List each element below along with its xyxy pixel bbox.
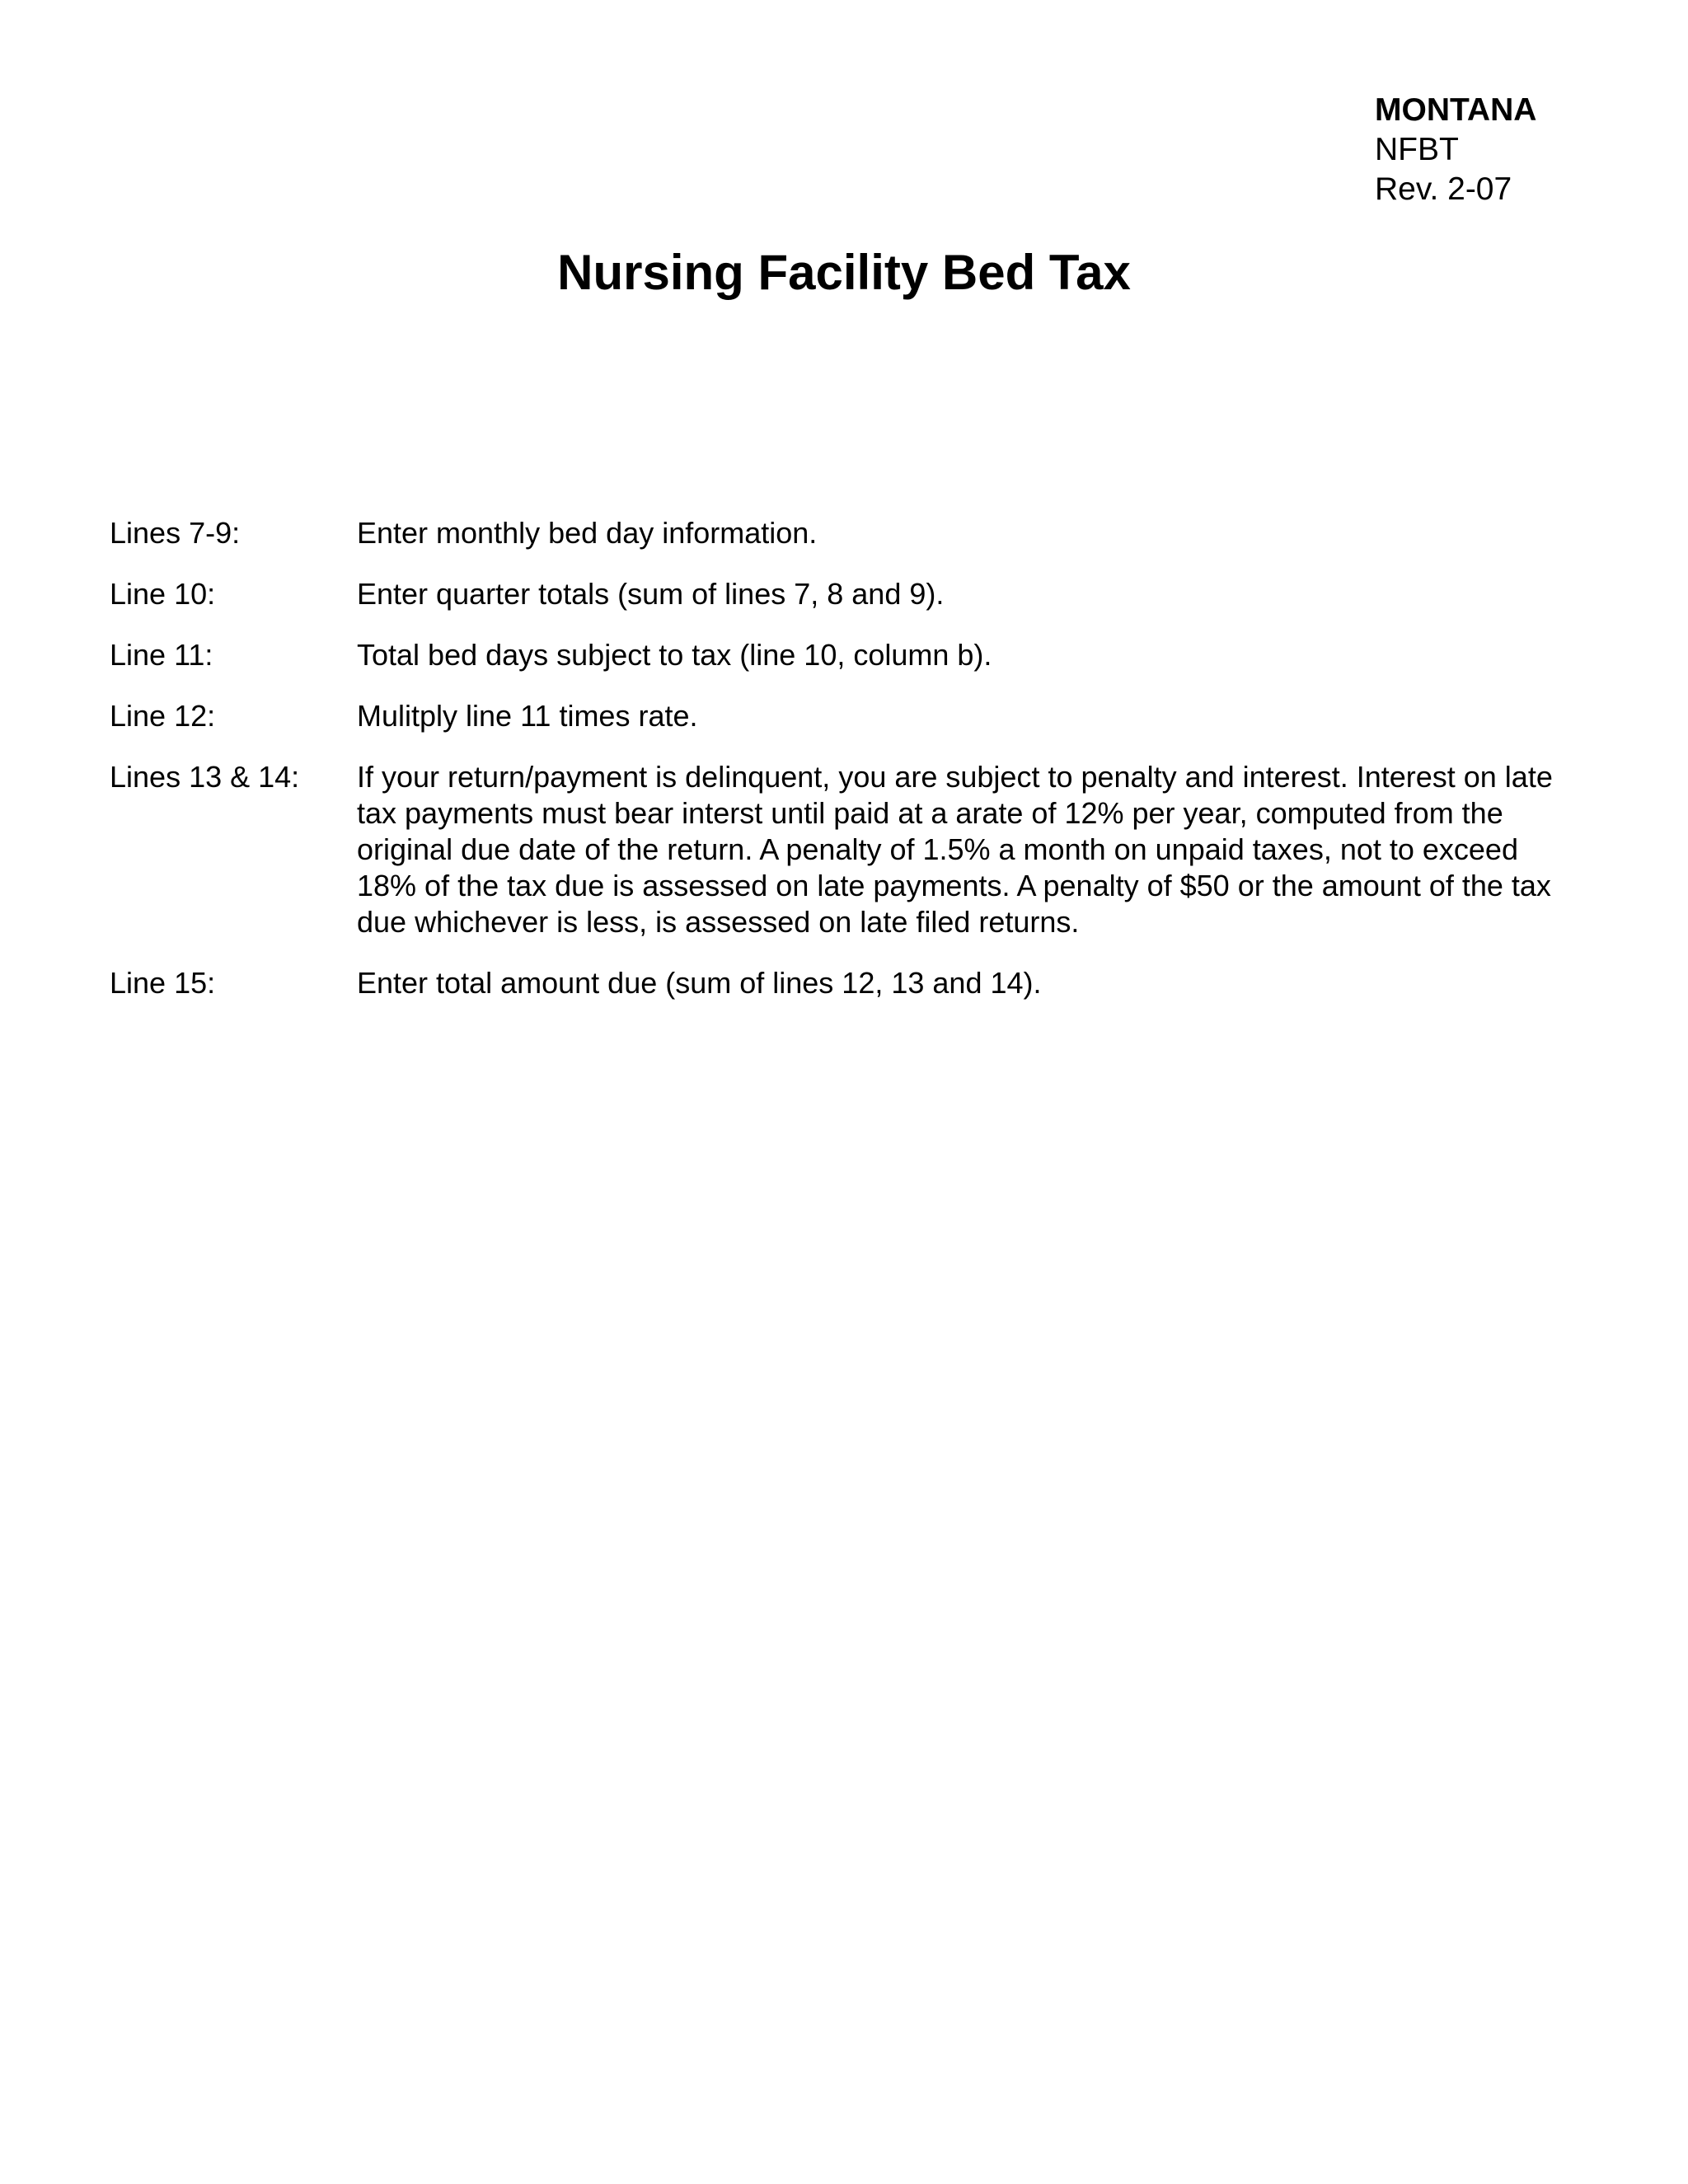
instruction-text: Enter total amount due (sum of lines 12, 13 and 14). (357, 966, 1042, 1000)
instruction-label: Line 11: (110, 638, 213, 672)
instruction-label: Line 12: (110, 699, 216, 733)
instruction-row (110, 515, 1577, 551)
instruction-row (110, 698, 1577, 734)
instruction-row (110, 637, 1577, 673)
instruction-text: If your return/payment is delinquent, you are subject to penalty and interest. Interest on late tax payments must bear interst until paid at a arate of 12% per year, computed from the original due date of the return. A penalty of 1.5% a month on unpaid taxes, not to exceed 18% of the tax due is assessed on late payments. A penalty of $50 or the amount of the tax due whichever is less, is assessed on late filed returns. (357, 760, 1553, 939)
instruction-text: Enter quarter totals (sum of lines 7, 8 and 9). (357, 577, 945, 611)
state-name: MONTANA (1375, 92, 1537, 128)
form-header (1375, 91, 1536, 209)
page-title: Nursing Facility Bed Tax (557, 245, 1131, 300)
instruction-label: Lines 13 & 14: (110, 760, 300, 794)
instruction-label: Line 10: (110, 577, 216, 611)
instruction-text: Mulitply line 11 times rate. (357, 699, 698, 733)
instruction-label: Line 15: (110, 966, 216, 1000)
instruction-row (110, 576, 1577, 612)
instructions-list (110, 515, 1577, 1026)
instruction-text: Enter monthly bed day information. (357, 516, 818, 550)
instruction-row (110, 965, 1577, 1001)
form-code: NFBT (1375, 132, 1459, 167)
revision-date: Rev. 2-07 (1375, 171, 1512, 207)
instruction-text: Total bed days subject to tax (line 10, column b). (357, 638, 992, 672)
instruction-label: Lines 7-9: (110, 516, 241, 550)
instruction-row (110, 759, 1577, 940)
